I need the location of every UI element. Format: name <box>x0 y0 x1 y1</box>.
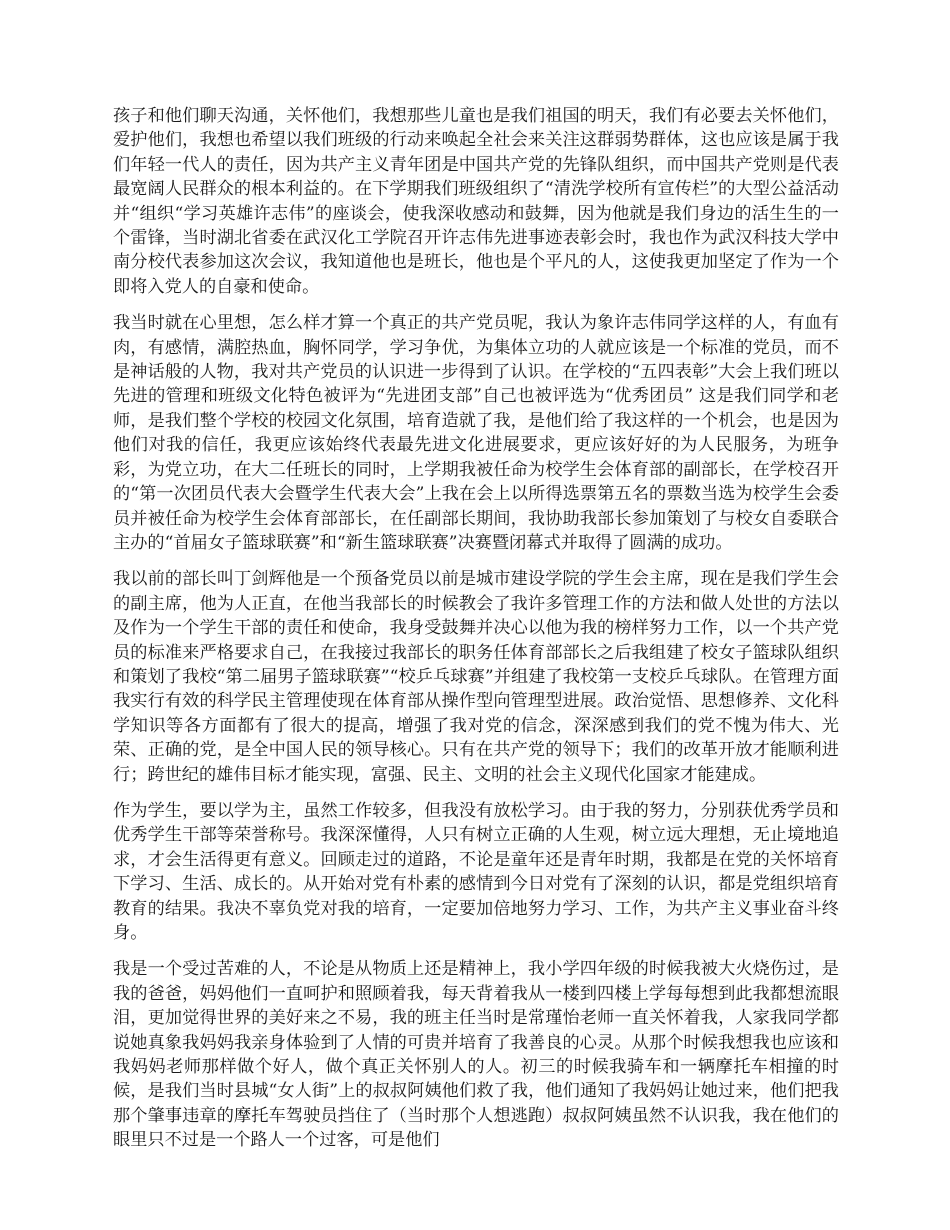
document-body <box>113 104 839 1165</box>
paragraph-4: 作为学生，要以学为主，虽然工作较多，但我没有放松学习。由于我的努力，分别获优秀学员和优秀学生干部等荣誉称号。我深深懂得，人只有树立正确的人生观，树立远大理想，无止境地追求，才会生活得更有意义。回顾走过的道路，不论是童年还是青年时期，我都是在党的关怀培育下学习、生活、成长的。从开始对党有朴素的感情到今日对党有了深刻的认识，都是党组织培育教育的结果。我决不辜负党对我的培育，一定要加倍地努力学习、工作，为共产主义事业奋斗终身。 <box>113 800 839 943</box>
paragraph-3: 我以前的部长叫丁剑辉他是一个预备党员以前是城市建设学院的学生会主席，现在是我们学生会的副主席，他为人正直，在他当我部长的时候教会了我许多管理工作的方法和做人处世的方法以及作为一个学生干部的责任和使命，我身受鼓舞并决心以他为我的榜样努力工作，以一个共产党员的标准来严格要求自己，在我接过我部长的职务任体育部部长之后我组建了校女子篮球队组织和策划了我校“第二届男子篮球联赛”“校乒乓球赛”并组建了我校第一支校乒乓球队。在管理方面我实行有效的科学民主管理使现在体育部从操作型向管理型进展。政治觉悟、思想修养、文化科学知识等各方面都有了很大的提高，增强了我对党的信念，深深感到我们的党不愧为伟大、光荣、正确的党，是全中国人民的领导核心。只有在共产党的领导下；我们的改革开放才能顺利进行；跨世纪的雄伟目标才能实现，富强、民主、文明的社会主义现代化国家才能建成。 <box>113 569 839 785</box>
paragraph-1: 孩子和他们聊天沟通，关怀他们，我想那些儿童也是我们祖国的明天，我们有必要去关怀他们，爱护他们，我想也希望以我们班级的行动来唤起全社会来关注这群弱势群体，这也应该是属于我们年轻一代人的责任，因为共产主义青年团是中国共产党的先锋队组织，而中国共产党则是代表最宽阔人民群众的根本利益的。在下学期我们班级组织了“清洗学校所有宣传栏”的大型公益活动并“组织“学习英雄许志伟”的座谈会，使我深收感动和鼓舞，因为他就是我们身边的活生生的一个雷锋，当时湖北省委在武汉化工学院召开许志伟先进事迹表彰会时，我也作为武汉科技大学中南分校代表参加这次会议，我知道他也是班长，他也是个平凡的人，这使我更加坚定了作为一个即将入党人的自豪和使命。 <box>113 106 839 297</box>
paragraph-2: 我当时就在心里想，怎么样才算一个真正的共产党员呢，我认为象许志伟同学这样的人，有血有肉，有感情，满腔热血，胸怀同学，学习争优，为集体立功的人就应该是一个标准的党员，而不是神话般的人物，我对共产党员的认识进一步得到了认识。在学校的“五四表彰”大会上我们班以先进的管理和班级文化特色被评为“先进团支部”自己也被评选为“优秀团员” 这是我们同学和老师，是我们整个学校的校园文化氛围，培育造就了我，是他们给了我这样的一个机会，也是因为他们对我的信任，我更应该始终代表最先进文化进展要求，更应该好好的为人民服务，为班争彩，为党立功，在大二任班长的同时，上学期我被任命为校学生会体育部的副部长，在学校召开的“第一次团员代表大会暨学生代表大会”上我在会上以所得选票第五名的票数当选为校学生会委员并被任命为校学生会体育部部长，在任副部长期间，我协助我部长参加策划了与校女自委联合主办的“首届女子篮球联赛”和“新生篮球联赛”决赛暨闭幕式并取得了圆满的成功。 <box>113 313 839 553</box>
paragraph-5: 我是一个受过苦难的人，不论是从物质上还是精神上，我小学四年级的时候我被大火烧伤过，是我的爸爸，妈妈他们一直呵护和照顾着我，每天背着我从一楼到四楼上学每每想到此我都想流眼泪，更加觉得世界的美好来之不易，我的班主任当时是常瑾怡老师一直关怀着我，人家我同学都说她真象我妈妈我亲身体验到了人情的可贵并培育了我善良的心灵。从那个时候我想我也应该和我妈妈老师那样做个好人，做个真正关怀别人的人。初三的时候我骑车和一辆摩托车相撞的时候，是我们当时县城“女人街”上的叔叔阿姨他们救了我，他们通知了我妈妈让她过来，他们把我那个肇事违章的摩托车驾驶员挡住了（当时那个人想逃跑）叔叔阿姨虽然不认识我，我在他们的眼里只不过是一个路人一个过客，可是他们 <box>113 959 839 1151</box>
